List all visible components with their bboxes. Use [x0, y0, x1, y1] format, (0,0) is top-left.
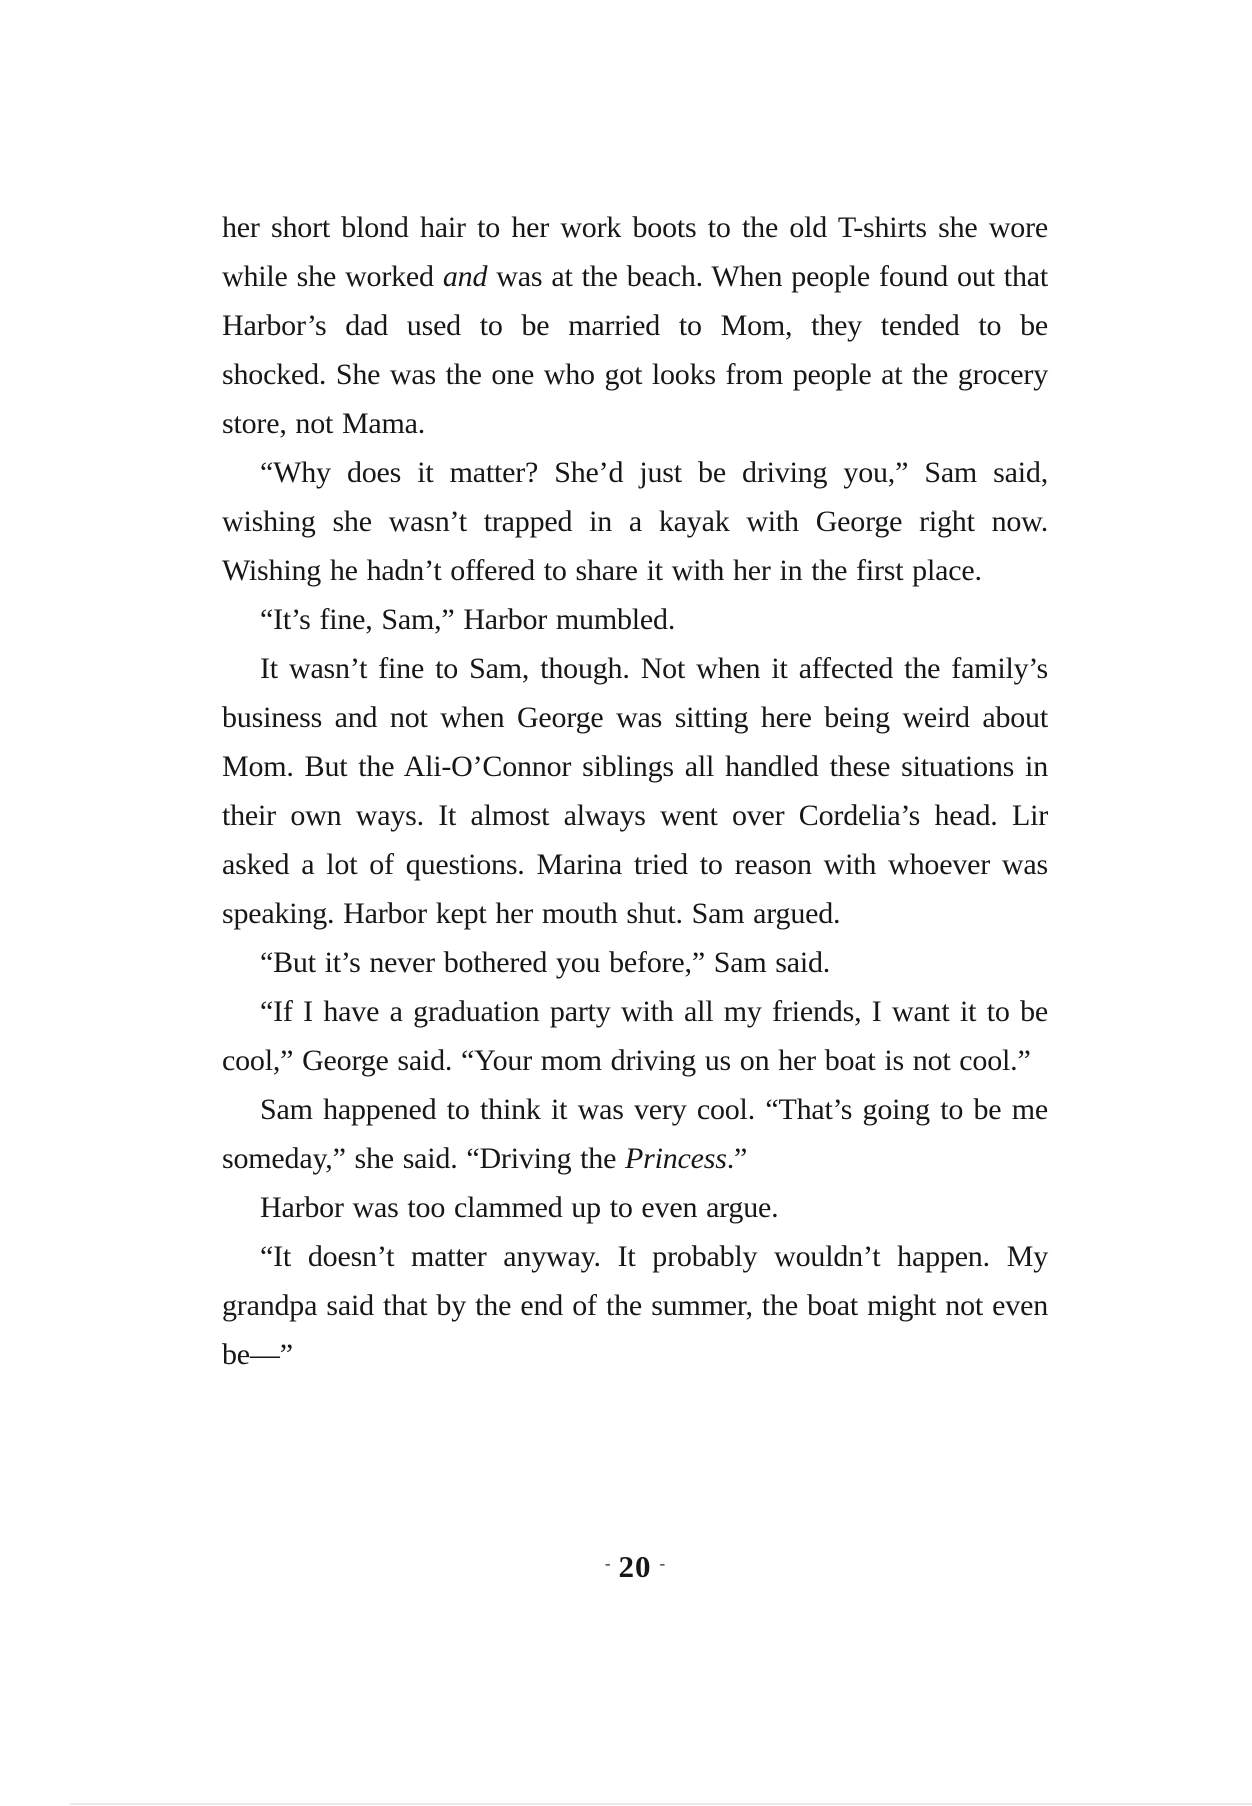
folio-dash-left: - — [604, 1554, 611, 1573]
text-run: It wasn’t fine to Sam, though. Not when it affected the family’s business and not when George was sitting here being weird about Mom. But the Ali-O’Connor siblings all handled these situations in their own ways. It almost always went over Cordelia’s head. Lir asked a lot of questions. Marina tried to reason with whoever was speaking. Harbor kept her mouth shut. Sam argued. — [222, 652, 1048, 930]
paragraph-4 — [222, 644, 1048, 938]
paragraph-8 — [222, 1183, 1048, 1232]
italic-text-run: and — [442, 260, 488, 293]
paragraph-7 — [222, 1085, 1048, 1183]
text-run: .” — [726, 1142, 748, 1175]
italic-text-run: Princess — [625, 1142, 727, 1175]
page-text-block — [222, 203, 1048, 1379]
text-run: Harbor was too clammed up to even argue. — [260, 1191, 779, 1224]
text-run: her short blond hair to her work boots to the old T-shirts she wore while she worked — [222, 211, 1048, 293]
text-run: “But it’s never bothered you before,” Sam said. — [260, 946, 831, 979]
text-run: “It’s fine, Sam,” Harbor mumbled. — [260, 603, 676, 636]
text-run: Sam happened to think it was very cool. “That’s going to be me someday,” she said. “Driving the — [222, 1093, 1048, 1175]
paragraph-9 — [222, 1232, 1048, 1379]
text-run: “Why does it matter? She’d just be driving you,” Sam said, wishing she wasn’t trapped in a kayak with George right now. Wishing he hadn’t offered to share it with her in the first place. — [222, 456, 1048, 587]
paragraph-5 — [222, 938, 1048, 987]
paragraph-2 — [222, 448, 1048, 595]
folio-dash-right: - — [659, 1554, 666, 1573]
text-run: was at the beach. When people found out that Harbor’s dad used to be married to Mom, they tended to be shocked. She was the one who got looks from people at the grocery store, not Mama. — [222, 260, 1048, 440]
paragraph-3 — [222, 595, 1048, 644]
folio-number: 20 — [618, 1549, 652, 1584]
text-run: “It doesn’t matter anyway. It probably wouldn’t happen. My grandpa said that by the end of the summer, the boat might not even be—” — [222, 1240, 1048, 1371]
paragraph-1 — [222, 203, 1048, 448]
text-run: “If I have a graduation party with all my friends, I want it to be cool,” George said. “Your mom driving us on her boat is not cool.” — [222, 995, 1048, 1077]
page-bottom-edge — [70, 1803, 1252, 1805]
page-number — [222, 1549, 1048, 1585]
paragraph-6 — [222, 987, 1048, 1085]
